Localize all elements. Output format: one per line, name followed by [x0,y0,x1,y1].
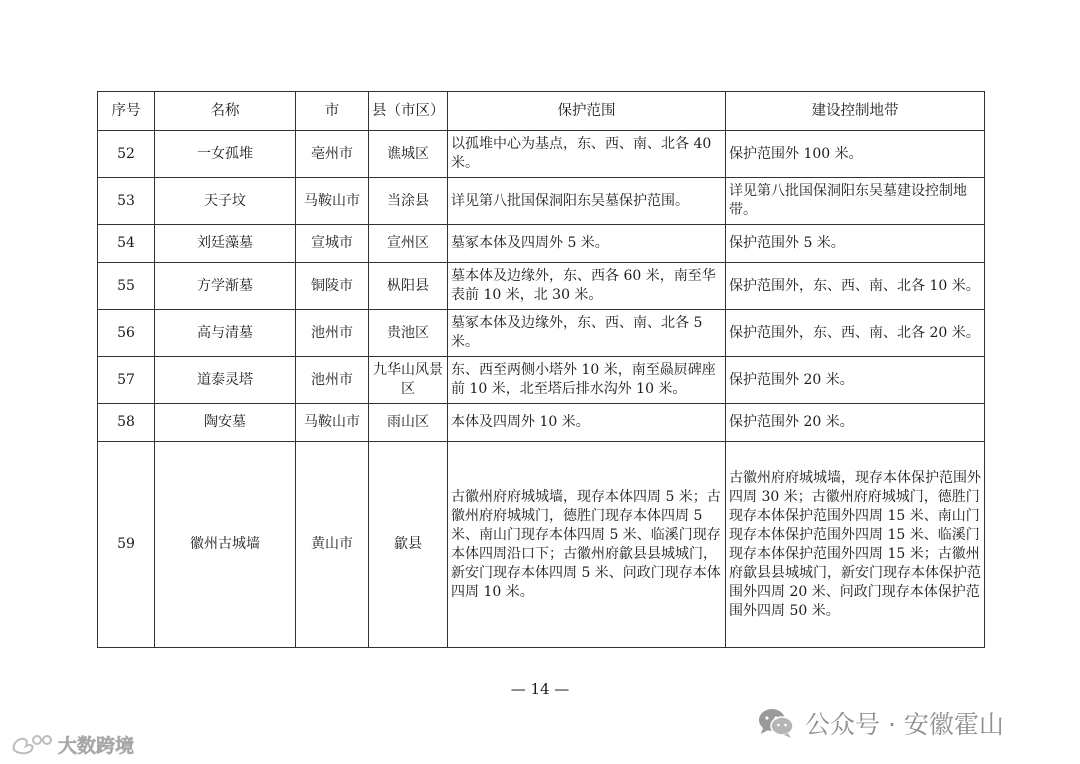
cell-city: 黄山市 [296,442,369,648]
cell-county: 雨山区 [369,404,448,442]
cell-number: 52 [98,131,155,178]
cell-number: 53 [98,178,155,225]
cell-protection-range: 东、西至两侧小塔外 10 米，南至赑屃碑座前 10 米，北至塔后排水沟外 10 米。 [448,357,726,404]
corner-brand-watermark [10,731,134,757]
cell-city: 池州市 [296,357,369,404]
cell-county: 谯城区 [369,131,448,178]
header-protection-range: 保护范围 [448,92,726,131]
cell-county: 枞阳县 [369,263,448,310]
cell-control-zone: 保护范围外 5 米。 [726,225,985,263]
table-row [98,357,985,404]
cell-control-zone: 保护范围外 100 米。 [726,131,985,178]
cell-county: 宣州区 [369,225,448,263]
cell-protection-range: 墓冢本体及边缘外，东、西、南、北各 5 米。 [448,310,726,357]
cell-county: 贵池区 [369,310,448,357]
cell-name: 陶安墓 [155,404,296,442]
cell-number: 55 [98,263,155,310]
table-row [98,225,985,263]
cell-name: 天子坟 [155,178,296,225]
heritage-protection-table [97,91,985,648]
cell-number: 57 [98,357,155,404]
cell-protection-range: 墓冢本体及四周外 5 米。 [448,225,726,263]
cell-name: 一女孤堆 [155,131,296,178]
cell-control-zone: 古徽州府府城城墙，现存本体保护范围外四周 30 米；古徽州府府城城门，德胜门现存本体保护范围外四周 15 米、南山门现存本体保护范围外四周 15 米、临溪门现存本体保护范围外四周 15 米；古徽州府歙县县城城门，新安门现存本体保护范围外四周 20 米、问政门现存本体保护范围外四周 50 米。 [726,442,985,648]
cell-number: 54 [98,225,155,263]
cell-number: 58 [98,404,155,442]
header-name: 名称 [155,92,296,131]
wechat-icon [757,707,795,739]
header-city: 市 [296,92,369,131]
table-row [98,404,985,442]
cell-name: 方学渐墓 [155,263,296,310]
cell-number: 59 [98,442,155,648]
cell-control-zone: 保护范围外 20 米。 [726,357,985,404]
wechat-account-label: 公众号 · 安徽霍山 [805,710,1004,739]
cell-city: 亳州市 [296,131,369,178]
corner-brand-label: 大数跨境 [58,734,135,757]
wechat-account-watermark [757,703,1004,743]
cell-name: 刘廷藻墓 [155,225,296,263]
page-number: — 14 — [510,680,570,698]
header-number: 序号 [98,92,155,131]
cell-city: 宣城市 [296,225,369,263]
cell-number: 56 [98,310,155,357]
cell-name: 徽州古城墙 [155,442,296,648]
cell-control-zone: 详见第八批国保洞阳东吴墓建设控制地带。 [726,178,985,225]
cell-protection-range: 以孤堆中心为基点，东、西、南、北各 40 米。 [448,131,726,178]
cell-protection-range: 古徽州府府城城墙，现存本体四周 5 米；古徽州府府城城门，德胜门现存本体四周 5 米、南山门现存本体四周 5 米、临溪门现存本体四周沿口下；古徽州府歙县县城城门，新安门现存本体四周 5 米、问政门现存本体四周 10 米。 [448,442,726,648]
cell-name: 道泰灵塔 [155,357,296,404]
table-row [98,310,985,357]
cell-city: 铜陵市 [296,263,369,310]
cell-name: 高与清墓 [155,310,296,357]
cell-county: 当涂县 [369,178,448,225]
table-row [98,442,985,648]
cell-protection-range: 墓本体及边缘外，东、西各 60 米，南至华表前 10 米，北 30 米。 [448,263,726,310]
cell-control-zone: 保护范围外，东、西、南、北各 20 米。 [726,310,985,357]
cell-protection-range: 本体及四周外 10 米。 [448,404,726,442]
cell-control-zone: 保护范围外 20 米。 [726,404,985,442]
cell-city: 马鞍山市 [296,178,369,225]
cell-county: 九华山风景区 [369,357,448,404]
cell-city: 马鞍山市 [296,404,369,442]
cell-city: 池州市 [296,310,369,357]
cell-control-zone: 保护范围外，东、西、南、北各 10 米。 [726,263,985,310]
header-county: 县（市区） [369,92,448,131]
table-row [98,263,985,310]
table-row [98,131,985,178]
cell-county: 歙县 [369,442,448,648]
header-construction-control-zone: 建设控制地带 [726,92,985,131]
cell-protection-range: 详见第八批国保洞阳东吴墓保护范围。 [448,178,726,225]
table-header-row [98,92,985,131]
table-row [98,178,985,225]
weibo-logo-icon [10,732,54,756]
